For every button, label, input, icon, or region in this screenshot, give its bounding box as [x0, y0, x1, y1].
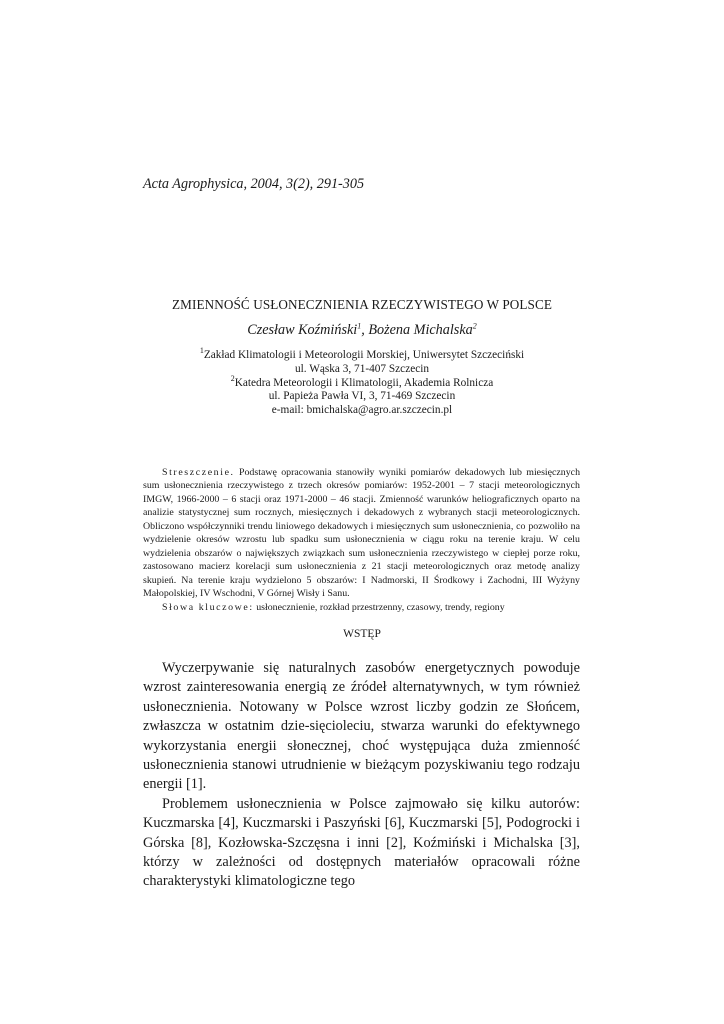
keywords-paragraph [143, 601, 580, 614]
body-paragraph: Problemem usłonecznienia w Polsce zajmowało się kilku autorów: Kuczmarska [4], Kuczmarski i Paszyński [6], Kuczmarski [5], Podogrocki i Górska [8], Kozłowska-Szczęsna i inni [2], Koźmiński i Michalska [3], którzy w zależności od dostępnych materiałów opracowali różne charakterystyki klimatologiczne tego [143, 795, 580, 890]
abstract-label: Streszczenie. [162, 467, 235, 478]
author-list [0, 322, 724, 339]
author-name: Czesław Koźmiński [247, 322, 358, 338]
contact-email: e-mail: bmichalska@agro.ar.szczecin.pl [271, 404, 453, 417]
keywords-label: Słowa kluczowe: [162, 601, 254, 613]
abstract [143, 466, 580, 614]
affiliation-line [0, 346, 724, 363]
author-name: Bożena Michalska [368, 322, 473, 338]
affiliation-mark: 2 [230, 373, 235, 383]
affiliation-line [0, 373, 724, 391]
affiliation-address: ul. Papieża Pawła VI, 3, 71-469 Szczecin [268, 390, 456, 403]
affiliation-mark: 1 [199, 346, 204, 356]
affiliation-mark: 1 [357, 321, 362, 331]
body-text [143, 659, 580, 892]
keywords-text: usłonecznienie, rozkład przestrzenny, czasowy, trendy, regiony [256, 601, 505, 613]
abstract-text: Podstawę opracowania stanowiły wyniki pomiarów dekadowych lub miesięcznych sum usłonecznienia rzeczywistego z trzech okresów pomiarów: 1952-2001 – 7 stacji meteorologicznych IMGW, 1966-2000 – 6 stacji oraz 1971-2000 – 46 stacji. Zmienność warunków heliograficznych oparto na analizie statystycznej sum rocznych, miesięcznych i dekadowych z wybranych stacji meteorologicznych. Obliczono współczynniki trendu liniowego dekadowych i miesięcznych sum usłonecznienia, co pozwoliło na wydzielenie okresów wzrostu lub spadku sum usłonecznienia w ciągu roku na terenie kraju. W celu wydzielenia obszarów o największych związkach sum usłonecznienia rzeczywistego w ciepłej porze roku, zastosowano macierz korelacji sum usłonecznienia z 21 stacji meteorologicznych oraz metodę analizy skupień. Na terenie kraju wydzielono 5 obszarów: I Nadmorski, II Środkowy i Zachodni, III Wyżyny Małopolskiej, IV Wschodni, V Górnej Wisły i Sanu. [143, 467, 581, 600]
abstract-paragraph [143, 466, 580, 601]
affiliation-institution: Katedra Meteorologii i Klimatologii, Akademia Rolnicza [234, 376, 494, 389]
section-heading: WSTĘP [343, 628, 381, 640]
affiliations [0, 346, 724, 418]
affiliation-address: ul. Wąska 3, 71-407 Szczecin [294, 362, 430, 375]
journal-reference: Acta Agrophysica, 2004, 3(2), 291-305 [143, 176, 365, 192]
article-title: ZMIENNOŚĆ USŁONECZNIENIA RZECZYWISTEGO W POLSCE [171, 297, 553, 312]
affiliation-mark: 2 [472, 321, 477, 331]
author-separator: , [361, 322, 369, 338]
body-paragraph: Wyczerpywanie się naturalnych zasobów energetycznych powoduje wzrost zainteresowania energią ze źródeł alternatywnych, w tym również usłonecznienia. Notowany w Polsce wzrost liczby godzin ze Słońcem, zwłaszcza w ostatnim dzie-sięcioleciu, stwarza warunki do efektywnego wykorzystania energii słonecznej, choć występująca duża zmienność usłonecznienia stanowi utrudnienie w bieżącym pozyskiwaniu tego rodzaju energii [1]. [143, 660, 580, 793]
affiliation-institution: Zakład Klimatologii i Meteorologii Morskiej, Uniwersytet Szczeciński [203, 349, 525, 361]
